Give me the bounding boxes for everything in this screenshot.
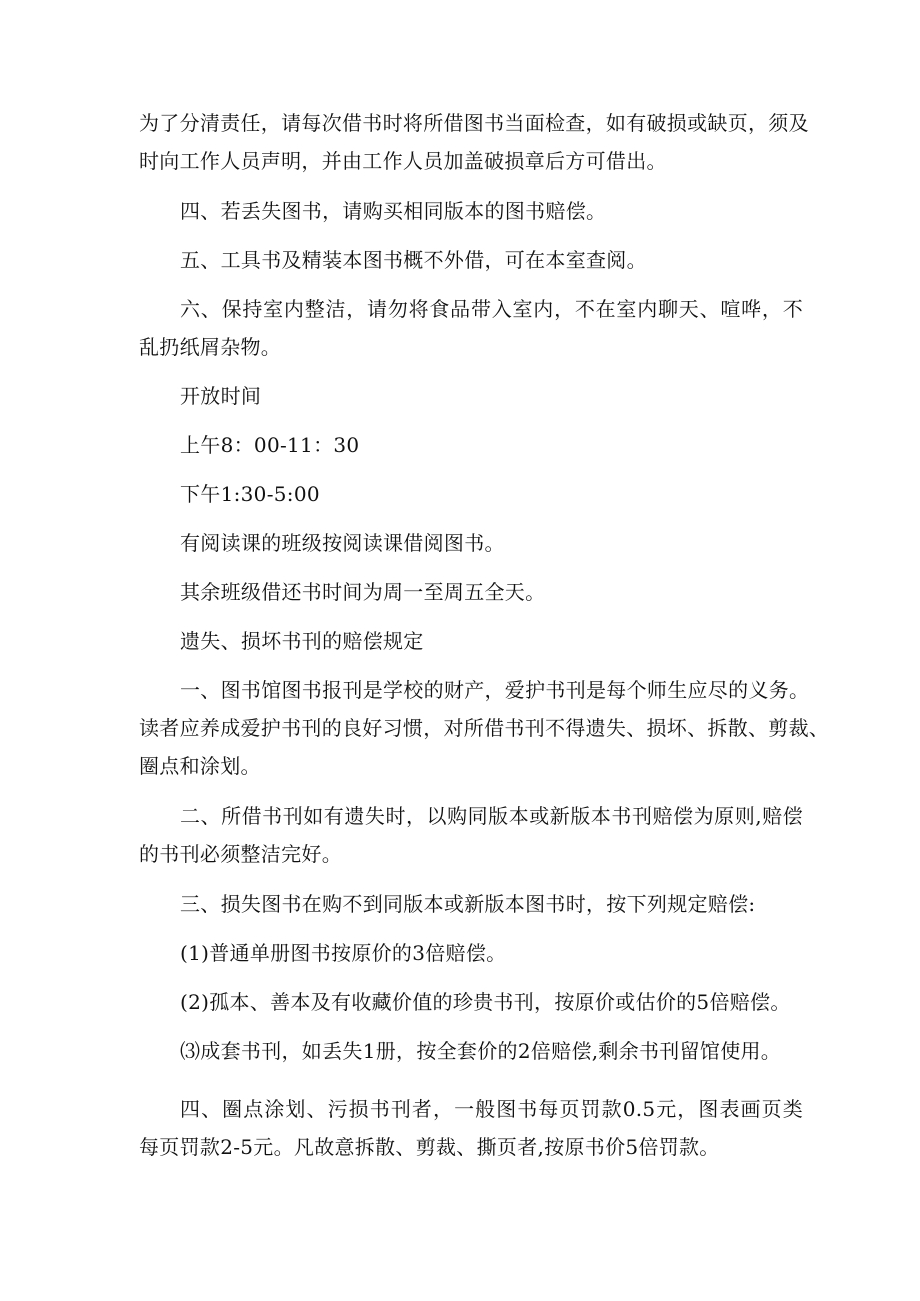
paragraph-rule-five: 五、工具书及精装本图书概不外借，可在本室查阅。 [180,248,647,272]
text-line: 时向工作人员声明，并由工作人员加盖破损章后方可借出。 [139,149,667,173]
text-line: 读者应养成爱护书刊的良好习惯，对所借书刊不得遗失、损坏、拆散、剪裁、 [139,716,830,740]
text-line: 每页罚款2-5元。凡故意拆散、剪裁、撕页者,按原书价5倍罚款。 [139,1135,720,1159]
paragraph-rule-four: 四、若丢失图书，请购买相同版本的图书赔偿。 [180,199,607,223]
text-line: 一、图书馆图书报刊是学校的财产，爱护书刊是每个师生应尽的义务。 [180,678,810,702]
text-line: 为了分清责任，请每次借书时将所借图书当面检查，如有破损或缺页，须及 [139,111,809,135]
text-line: 二、所借书刊如有遗失时，以购同版本或新版本书刊赔偿为原则,赔偿 [180,804,803,828]
text-line: 的书刊必须整洁完好。 [139,842,342,866]
paragraph-reading-class: 有阅读课的班级按阅读课借阅图书。 [180,531,505,555]
text-line: 圈点和涂划。 [139,754,261,778]
heading-compensation-rules: 遗失、损坏书刊的赔偿规定 [180,629,424,653]
paragraph-compensation-two [139,797,803,873]
paragraph-compensation-one [139,671,830,785]
item-compensation-3: ⑶成套书刊，如丢失1册，按全套价的2倍赔偿,剩余书刊留馆使用。 [180,1039,782,1063]
paragraph-compensation-three: 三、损失图书在购不到同版本或新版本图书时，按下列规定赔偿: [180,892,756,916]
hours-morning: 上午8：00-11：30 [180,433,360,457]
text-line: 四、圈点涂划、污损书刊者，一般图书每页罚款0.5元，图表画页类 [180,1097,803,1121]
paragraph-other-classes: 其余班级借还书时间为周一至周五全天。 [180,580,546,604]
hours-afternoon: 下午1:30-5:00 [180,482,320,506]
paragraph-responsibility-check [139,104,809,180]
item-compensation-2: (2)孤本、善本及有收藏价值的珍贵书刊，按原价或估价的5倍赔偿。 [180,990,791,1014]
paragraph-rule-six [139,290,803,366]
paragraph-compensation-four [139,1090,803,1166]
text-line: 乱扔纸屑杂物。 [139,335,282,359]
item-compensation-1: (1)普通单册图书按原价的3倍赔偿。 [180,941,507,965]
text-line: 六、保持室内整洁，请勿将食品带入室内，不在室内聊天、喧哗，不 [180,297,803,321]
heading-opening-hours: 开放时间 [180,384,262,408]
